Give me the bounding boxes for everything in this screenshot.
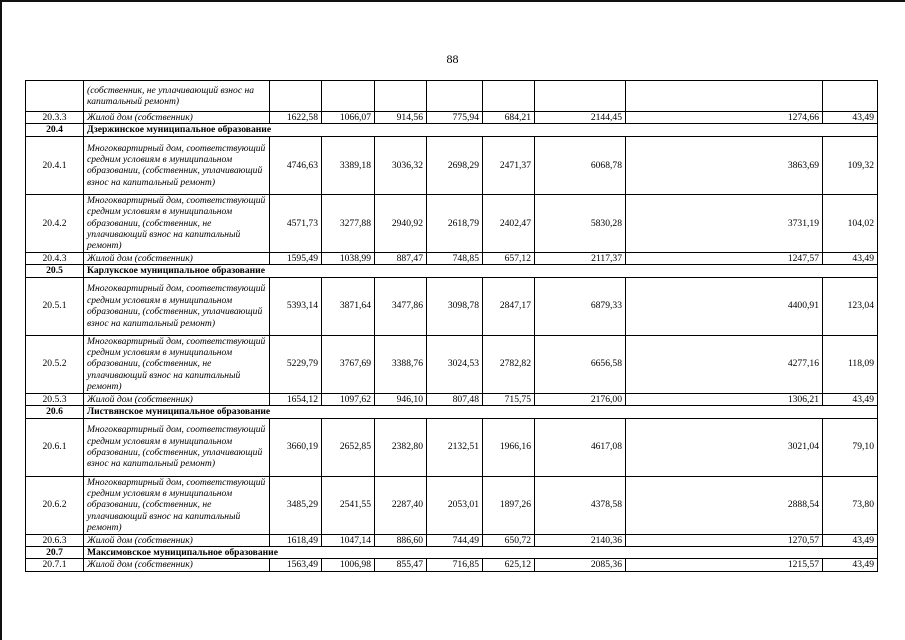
value-cell: 123,04 bbox=[823, 277, 878, 335]
value-cell bbox=[375, 81, 427, 112]
value-cell: 6068,78 bbox=[535, 136, 626, 194]
value-cell: 1966,16 bbox=[483, 418, 535, 476]
value-cell: 2117,37 bbox=[535, 252, 626, 264]
section-row bbox=[26, 265, 878, 277]
value-cell: 855,47 bbox=[375, 559, 427, 571]
table-row bbox=[26, 559, 878, 571]
row-description: Жилой дом (собственник) bbox=[84, 252, 270, 264]
table-row bbox=[26, 393, 878, 405]
row-description: Жилой дом (собственник) bbox=[84, 534, 270, 546]
value-cell: 625,12 bbox=[483, 559, 535, 571]
value-cell: 2132,51 bbox=[427, 418, 483, 476]
value-cell: 748,85 bbox=[427, 252, 483, 264]
table-row bbox=[26, 194, 878, 252]
value-cell: 3863,69 bbox=[626, 136, 823, 194]
row-description: Многоквартирный дом, соответствующий средним условиям в муниципальном образовании, (собственник, уплачивающий взнос на капитальный ремонт) bbox=[84, 277, 270, 335]
value-cell: 2402,47 bbox=[483, 194, 535, 252]
value-cell: 744,49 bbox=[427, 534, 483, 546]
value-cell: 1654,12 bbox=[270, 393, 322, 405]
value-cell: 2888,54 bbox=[626, 476, 823, 534]
value-cell: 807,48 bbox=[427, 393, 483, 405]
value-cell: 3871,64 bbox=[322, 277, 375, 335]
value-cell: 43,49 bbox=[823, 534, 878, 546]
value-cell: 73,80 bbox=[823, 476, 878, 534]
value-cell: 946,10 bbox=[375, 393, 427, 405]
section-number: 20.4 bbox=[26, 124, 84, 136]
value-cell: 1006,98 bbox=[322, 559, 375, 571]
value-cell: 43,49 bbox=[823, 252, 878, 264]
value-cell: 1595,49 bbox=[270, 252, 322, 264]
value-cell: 118,09 bbox=[823, 335, 878, 393]
value-cell: 3485,29 bbox=[270, 476, 322, 534]
row-number: 20.3.3 bbox=[26, 112, 84, 124]
table-row bbox=[26, 418, 878, 476]
value-cell: 715,75 bbox=[483, 393, 535, 405]
value-cell: 2140,36 bbox=[535, 534, 626, 546]
value-cell: 2382,80 bbox=[375, 418, 427, 476]
value-cell: 2176,00 bbox=[535, 393, 626, 405]
section-title: Дзержинское муниципальное образование bbox=[84, 124, 878, 136]
value-cell: 1897,26 bbox=[483, 476, 535, 534]
value-cell: 2652,85 bbox=[322, 418, 375, 476]
value-cell: 1066,07 bbox=[322, 112, 375, 124]
row-number: 20.4.3 bbox=[26, 252, 84, 264]
value-cell: 5830,28 bbox=[535, 194, 626, 252]
value-cell: 4400,91 bbox=[626, 277, 823, 335]
value-cell: 2053,01 bbox=[427, 476, 483, 534]
value-cell: 3477,86 bbox=[375, 277, 427, 335]
row-description: Многоквартирный дом, соответствующий средним условиям в муниципальном образовании, (собственник, уплачивающий взнос на капитальный ремонт) bbox=[84, 418, 270, 476]
value-cell: 4746,63 bbox=[270, 136, 322, 194]
table-row bbox=[26, 112, 878, 124]
value-cell: 2698,29 bbox=[427, 136, 483, 194]
value-cell: 109,32 bbox=[823, 136, 878, 194]
value-cell: 1622,58 bbox=[270, 112, 322, 124]
value-cell: 1097,62 bbox=[322, 393, 375, 405]
value-cell: 5229,79 bbox=[270, 335, 322, 393]
value-cell: 1618,49 bbox=[270, 534, 322, 546]
value-cell: 104,02 bbox=[823, 194, 878, 252]
value-cell: 2541,55 bbox=[322, 476, 375, 534]
section-title: Листвянское муниципальное образование bbox=[84, 406, 878, 418]
value-cell: 716,85 bbox=[427, 559, 483, 571]
value-cell: 3389,18 bbox=[322, 136, 375, 194]
table-body bbox=[26, 81, 878, 572]
value-cell: 1274,66 bbox=[626, 112, 823, 124]
row-number: 20.4.1 bbox=[26, 136, 84, 194]
value-cell: 6879,33 bbox=[535, 277, 626, 335]
row-number: 20.6.2 bbox=[26, 476, 84, 534]
value-cell: 5393,14 bbox=[270, 277, 322, 335]
value-cell: 4378,58 bbox=[535, 476, 626, 534]
table-row bbox=[26, 81, 878, 112]
value-cell: 1038,99 bbox=[322, 252, 375, 264]
value-cell: 4571,73 bbox=[270, 194, 322, 252]
value-cell: 650,72 bbox=[483, 534, 535, 546]
row-description: Жилой дом (собственник) bbox=[84, 112, 270, 124]
section-number: 20.7 bbox=[26, 546, 84, 558]
value-cell: 2618,79 bbox=[427, 194, 483, 252]
value-cell: 3660,19 bbox=[270, 418, 322, 476]
row-description: Многоквартирный дом, соответствующий средним условиям в муниципальном образовании, (собственник, уплачивающий взнос на капитальный ремонт) bbox=[84, 136, 270, 194]
tariff-table bbox=[25, 80, 878, 572]
value-cell bbox=[626, 81, 823, 112]
section-row bbox=[26, 546, 878, 558]
value-cell: 1047,14 bbox=[322, 534, 375, 546]
value-cell: 43,49 bbox=[823, 559, 878, 571]
value-cell: 2471,37 bbox=[483, 136, 535, 194]
value-cell: 3021,04 bbox=[626, 418, 823, 476]
value-cell: 2144,45 bbox=[535, 112, 626, 124]
section-number: 20.6 bbox=[26, 406, 84, 418]
value-cell: 886,60 bbox=[375, 534, 427, 546]
value-cell: 3098,78 bbox=[427, 277, 483, 335]
table-row bbox=[26, 476, 878, 534]
value-cell: 2287,40 bbox=[375, 476, 427, 534]
row-number: 20.4.2 bbox=[26, 194, 84, 252]
row-description: (собственник, не уплачивающий взнос на капитальный ремонт) bbox=[84, 81, 270, 112]
value-cell: 2085,36 bbox=[535, 559, 626, 571]
section-title: Максимовское муниципальное образование bbox=[84, 546, 878, 558]
value-cell: 887,47 bbox=[375, 252, 427, 264]
value-cell bbox=[322, 81, 375, 112]
value-cell: 1247,57 bbox=[626, 252, 823, 264]
page-number: 88 bbox=[446, 52, 459, 66]
value-cell bbox=[427, 81, 483, 112]
table-row bbox=[26, 534, 878, 546]
value-cell: 3277,88 bbox=[322, 194, 375, 252]
value-cell: 2782,82 bbox=[483, 335, 535, 393]
value-cell bbox=[270, 81, 322, 112]
value-cell: 3024,53 bbox=[427, 335, 483, 393]
row-number: 20.6.1 bbox=[26, 418, 84, 476]
table-row bbox=[26, 277, 878, 335]
value-cell bbox=[483, 81, 535, 112]
table-row bbox=[26, 136, 878, 194]
value-cell: 1215,57 bbox=[626, 559, 823, 571]
row-number: 20.5.3 bbox=[26, 393, 84, 405]
value-cell: 43,49 bbox=[823, 393, 878, 405]
row-description: Многоквартирный дом, соответствующий средним условиям в муниципальном образовании, (собственник, не уплачивающий взнос на капитальный ремонт) bbox=[84, 194, 270, 252]
value-cell bbox=[535, 81, 626, 112]
value-cell: 1306,21 bbox=[626, 393, 823, 405]
row-number: 20.6.3 bbox=[26, 534, 84, 546]
row-description: Многоквартирный дом, соответствующий средним условиям в муниципальном образовании, (собственник, не уплачивающий взнос на капитальный ремонт) bbox=[84, 476, 270, 534]
row-number: 20.7.1 bbox=[26, 559, 84, 571]
value-cell: 3388,76 bbox=[375, 335, 427, 393]
value-cell: 43,49 bbox=[823, 112, 878, 124]
value-cell: 1563,49 bbox=[270, 559, 322, 571]
value-cell: 1270,57 bbox=[626, 534, 823, 546]
row-description: Жилой дом (собственник) bbox=[84, 559, 270, 571]
row-number: 20.5.1 bbox=[26, 277, 84, 335]
value-cell: 4277,16 bbox=[626, 335, 823, 393]
section-number: 20.5 bbox=[26, 265, 84, 277]
row-number: 20.5.2 bbox=[26, 335, 84, 393]
row-description: Многоквартирный дом, соответствующий средним условиям в муниципальном образовании, (собственник, не уплачивающий взнос на капитальный ремонт) bbox=[84, 335, 270, 393]
section-title: Карлукское муниципальное образование bbox=[84, 265, 878, 277]
table-row bbox=[26, 335, 878, 393]
value-cell: 2847,17 bbox=[483, 277, 535, 335]
value-cell: 775,94 bbox=[427, 112, 483, 124]
value-cell: 914,56 bbox=[375, 112, 427, 124]
section-row bbox=[26, 406, 878, 418]
table-row bbox=[26, 252, 878, 264]
value-cell: 79,10 bbox=[823, 418, 878, 476]
row-number bbox=[26, 81, 84, 112]
value-cell: 3767,69 bbox=[322, 335, 375, 393]
value-cell: 6656,58 bbox=[535, 335, 626, 393]
value-cell bbox=[823, 81, 878, 112]
value-cell: 657,12 bbox=[483, 252, 535, 264]
row-description: Жилой дом (собственник) bbox=[84, 393, 270, 405]
value-cell: 2940,92 bbox=[375, 194, 427, 252]
value-cell: 3731,19 bbox=[626, 194, 823, 252]
value-cell: 3036,32 bbox=[375, 136, 427, 194]
section-row bbox=[26, 124, 878, 136]
value-cell: 4617,08 bbox=[535, 418, 626, 476]
value-cell: 684,21 bbox=[483, 112, 535, 124]
